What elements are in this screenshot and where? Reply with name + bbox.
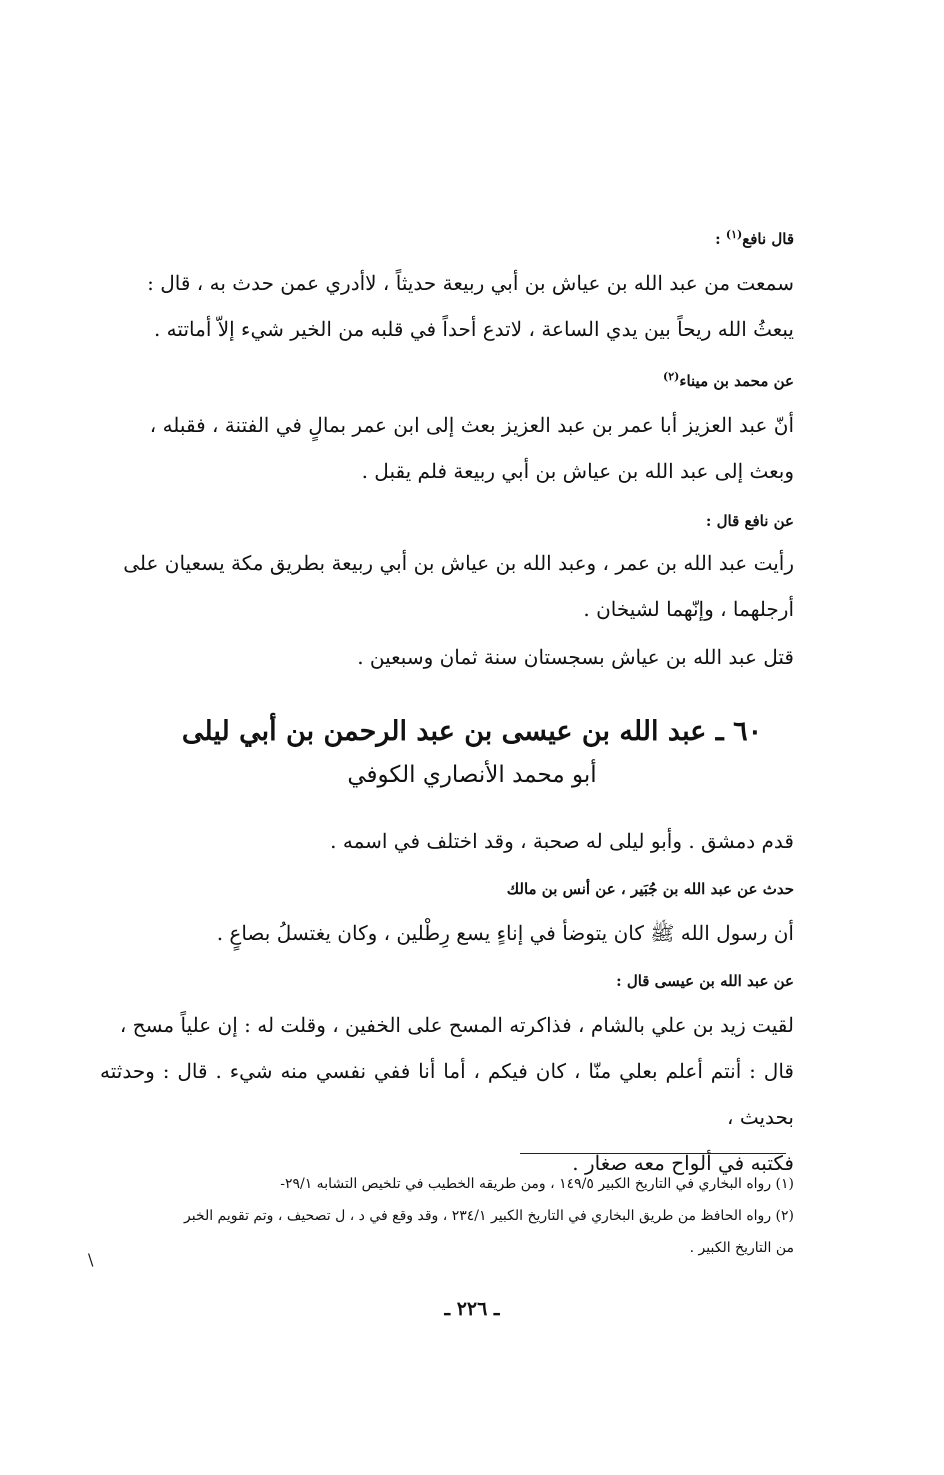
- section-1-header: [100, 228, 794, 248]
- entry-section-1-text: [100, 910, 794, 956]
- section-3-text: [100, 540, 794, 632]
- text-line: أنّ عبد العزيز أبا عمر بن عبد العزيز بعث إلى ابن عمر بمالٍ في الفتنة ، فقبله ،: [149, 413, 794, 437]
- entry-section-1-header: حدث عن عبد الله بن جُبَير ، عن أنس بن مالك: [506, 880, 794, 898]
- text-line: سمعت من عبد الله بن عياش بن أبي ربيعة حديثاً ، لاأدري عمن حدث به ، قال :: [147, 271, 794, 295]
- section-2-text: [100, 402, 794, 494]
- text-line: قال : أنتم أعلم بعلي منّا ، كان فيكم ، أما أنا ففي نفسي منه شيء . قال : وحدثته بحديث ،: [100, 1059, 794, 1129]
- entry-section-2-text: [100, 1002, 794, 1186]
- footnote-2: (٢) رواه الحافظ من طريق البخاري في التاريخ الكبير ٢٣٤/١ ، وقد وقع في د ، ل تصحيف ، وتم تقويم الخبر: [183, 1208, 794, 1224]
- header-text: عن محمد بن ميناء: [679, 372, 794, 390]
- section-3-header: عن نافع قال :: [705, 512, 794, 530]
- section-2-header: [100, 370, 794, 390]
- text-line: رأيت عبد الله بن عمر ، وعبد الله بن عياش بن أبي ربيعة بطريق مكة يسعيان على: [123, 551, 794, 575]
- header-suffix: :: [715, 230, 726, 248]
- text-line: أن رسول الله ﷺ كان يتوضأ في إناءٍ يسع رِطْلين ، وكان يغتسلُ بصاعٍ .: [216, 921, 794, 945]
- closing-line: قتل عبد الله بن عياش بسجستان سنة ثمان وسبعين .: [357, 645, 794, 669]
- footnotes: [100, 1168, 794, 1264]
- entry-section-2-header: عن عبد الله بن عيسى قال :: [616, 972, 794, 990]
- text-line: لقيت زيد بن علي بالشام ، فذاكرته المسح على الخفين ، وقلت له : إن علياً مسح ،: [119, 1013, 794, 1037]
- margin-mark: \: [88, 1250, 94, 1269]
- footnote-divider: [520, 1153, 786, 1154]
- header-text: قال نافع: [742, 230, 794, 248]
- footnote-2-continued: من التاريخ الكبير .: [689, 1240, 794, 1256]
- text-line: أرجلهما ، وإنّهما لشيخان .: [583, 597, 794, 621]
- text-line: وبعث إلى عبد الله بن عياش بن أبي ربيعة فلم يقبل .: [361, 459, 794, 483]
- text-line: يبعثُ الله ريحاً بين يدي الساعة ، لاتدع أحداً في قلبه من الخير شيء إلاّ أماتته .: [153, 317, 794, 341]
- text-line: فكتبه في ألواح معه صغار .: [572, 1151, 794, 1175]
- section-1-text: [100, 260, 794, 352]
- footnote-ref-2[interactable]: (٢): [663, 370, 680, 383]
- footnote-ref-1[interactable]: (١): [725, 228, 743, 241]
- entry-intro: قدم دمشق . وأبو ليلى له صحبة ، وقد اختلف في اسمه .: [330, 829, 794, 853]
- page-number: ـ ٢٢٦ ـ: [444, 1298, 500, 1320]
- footnote-1: (١) رواه البخاري في التاريخ الكبير ١٤٩/٥ ، ومن طريقه الخطيب في تلخيص التشابه ٢٩/١-: [280, 1176, 794, 1192]
- entry-subtitle: أبو محمد الأنصاري الكوفي: [347, 762, 597, 788]
- entry-title: ٦٠ ـ عبد الله بن عيسى بن عبد الرحمن بن أبي ليلى: [181, 716, 763, 747]
